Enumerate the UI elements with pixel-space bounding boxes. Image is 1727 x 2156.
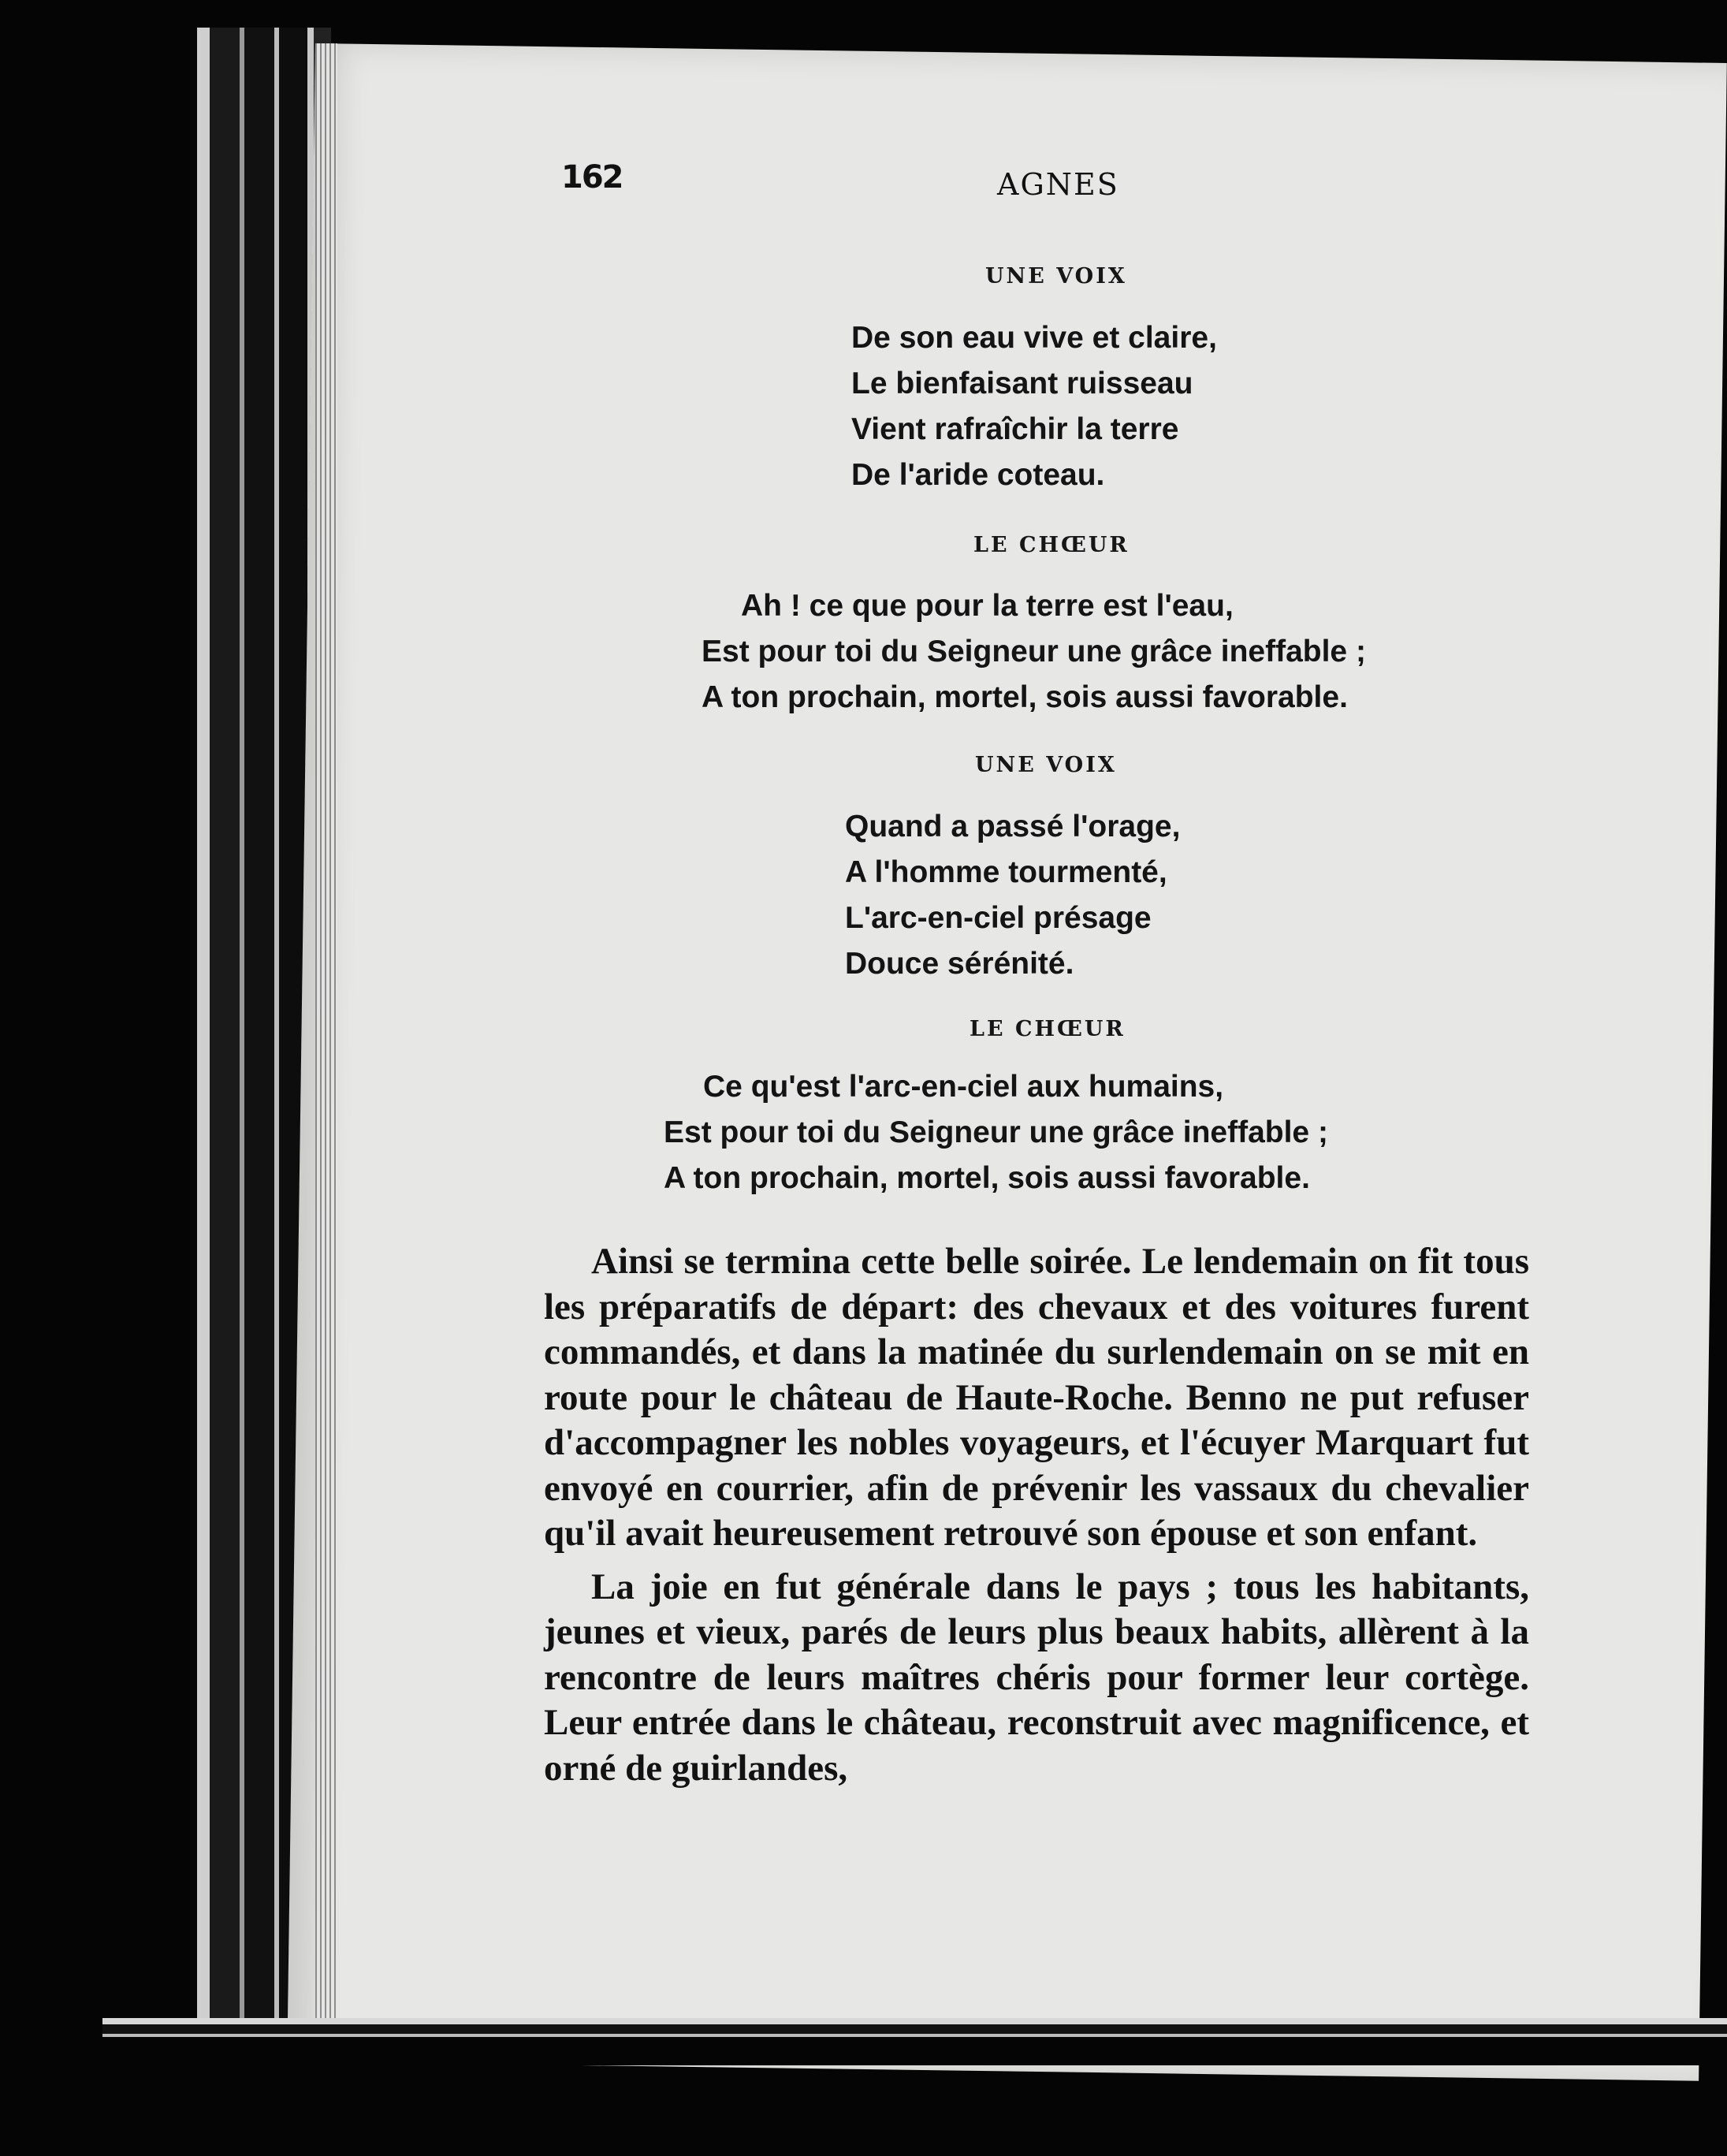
verse-stanza bbox=[851, 315, 1217, 498]
verse-line: Ah ! ce que pour la terre est l'eau, bbox=[741, 589, 1234, 623]
verse-line: A ton prochain, mortel, sois aussi favorable. bbox=[664, 1161, 1310, 1195]
verse-line: Est pour toi du Seigneur une grâce ineffable ; bbox=[664, 1115, 1328, 1149]
page-edge-lines bbox=[315, 43, 337, 2030]
verse-line: Le bienfaisant ruisseau bbox=[851, 367, 1193, 400]
verse-line: A l'homme tourmenté, bbox=[845, 855, 1167, 889]
verse-line: A ton prochain, mortel, sois aussi favorable. bbox=[702, 680, 1348, 714]
verse-stanza bbox=[702, 583, 1366, 721]
verse-stanza bbox=[664, 1064, 1328, 1201]
paragraph: Ainsi se termina cette belle soirée. Le lendemain on fit tous les préparatifs de départ: des chevaux et des voitures furent commandés, et dans la matinée du surlendemain on se mit en route pour le château de Haute-Roche. Benno ne put refuser d'accompagner les nobles voyageurs, et l'écuyer Marquart fut envoyé en courrier, afin de prévenir les vassaux du chevalier qu'il avait heureusement retrouvé son épouse et son enfant. bbox=[544, 1241, 1529, 1554]
prose-body bbox=[544, 1239, 1529, 1791]
verse-line: De l'aride coteau. bbox=[851, 458, 1105, 492]
verse-line: Quand a passé l'orage, bbox=[845, 810, 1181, 843]
page-number: 162 bbox=[561, 159, 623, 195]
verse-line: Douce sérénité. bbox=[845, 947, 1074, 981]
verse-line: De son eau vive et claire, bbox=[851, 321, 1217, 355]
speaker-label: UNE VOIX bbox=[985, 264, 1127, 289]
verse-line: Est pour toi du Seigneur une grâce ineffable ; bbox=[702, 635, 1366, 668]
speaker-label: LE CHŒUR bbox=[973, 533, 1130, 557]
speaker-label: UNE VOIX bbox=[975, 753, 1117, 777]
paragraph: La joie en fut générale dans le pays ; tous les habitants, jeunes et vieux, parés de leurs plus beaux habits, allèrent à la rencontre de leurs maîtres chéris pour former leur cortège. Leur entrée dans le château, reconstruit avec magnificence, et orné de guirlandes, bbox=[544, 1566, 1529, 1789]
verse-line: Vient rafraîchir la terre bbox=[851, 412, 1179, 446]
verse-line: L'arc-en-ciel présage bbox=[845, 901, 1152, 935]
page-bottom-edge bbox=[102, 2018, 1727, 2065]
verse-line: Ce qu'est l'arc-en-ciel aux humains, bbox=[703, 1070, 1224, 1104]
running-title: AGNES bbox=[997, 167, 1119, 202]
speaker-label: LE CHŒUR bbox=[970, 1017, 1126, 1041]
verse-stanza bbox=[845, 804, 1180, 987]
